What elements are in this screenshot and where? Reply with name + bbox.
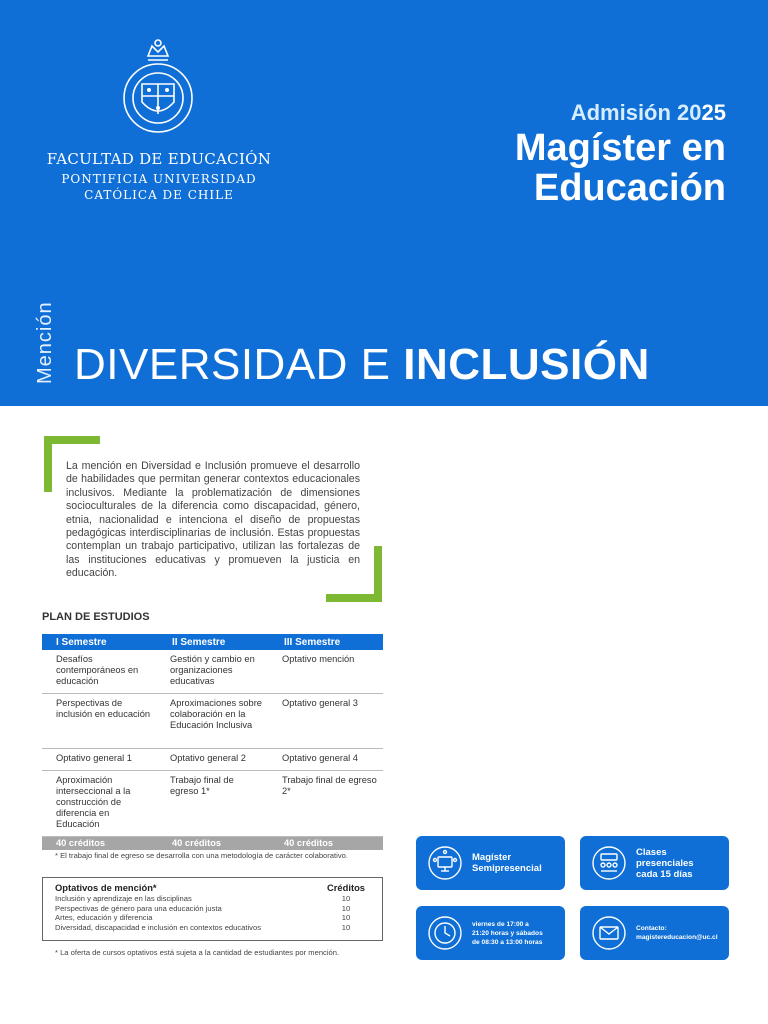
credits-row (42, 837, 383, 851)
modality-line-2: Semipresencial (472, 863, 542, 874)
mention-title-light: DIVERSIDAD E (74, 340, 404, 389)
list-item (55, 923, 370, 933)
computer-network-icon (428, 846, 462, 880)
table-row (42, 650, 383, 694)
optativo-credits: 10 (341, 913, 351, 922)
optativos-credits-title: Créditos (326, 882, 366, 893)
optativos-note: * La oferta de cursos optativos está sujeta a la cantidad de estudiantes por mención. (55, 948, 340, 957)
study-plan-table (42, 634, 383, 850)
schedule-card (416, 906, 565, 960)
contact-card (580, 906, 729, 960)
list-item (55, 913, 370, 923)
modality-text (472, 852, 542, 874)
admission-label (571, 100, 726, 126)
classes-line-3: cada 15 días (636, 868, 693, 880)
table-cell: Desafíos contemporáneos en educación (42, 650, 158, 694)
admission-text: Admisión 20 (570, 100, 702, 125)
table-cell: Optativo general 1 (42, 749, 158, 771)
table-cell: Optativo mención (270, 650, 383, 694)
contact-text (636, 924, 718, 942)
plan-title: PLAN DE ESTUDIOS (42, 611, 150, 623)
admission-year: 25 (701, 100, 726, 125)
table-header: II Semestre (158, 634, 270, 650)
credits-cell: 40 créditos (270, 837, 383, 851)
schedule-line-3: de 08:30 a 13:00 horas (472, 938, 543, 946)
optativo-name: Artes, educación y diferencia (55, 913, 153, 922)
mention-label: Mención (34, 301, 56, 384)
faculty-line-2: PONTIFICIA UNIVERSIDAD (61, 172, 257, 186)
optativos-box (42, 877, 383, 941)
schedule-line-2: 21:20 horas y sábados (472, 929, 543, 937)
modality-line-1: Magíster (472, 852, 512, 863)
table-cell: Optativo general 2 (158, 749, 270, 771)
optativos-header (55, 882, 370, 893)
table-cell: Trabajo final de egreso 2* (270, 771, 383, 837)
envelope-icon (592, 916, 626, 950)
hero-banner (0, 0, 768, 406)
table-cell: Optativo general 3 (270, 694, 383, 749)
table-row (42, 749, 383, 771)
list-item (55, 894, 370, 904)
contact-label: Contacto: (636, 925, 667, 932)
optativo-credits: 10 (341, 903, 351, 913)
table-cell: Aproximación interseccional a la construcción de diferencia en Educación (42, 771, 158, 837)
table-cell: Gestión y cambio en organizaciones educativas (158, 650, 270, 694)
list-item (55, 904, 370, 914)
credits-cell: 40 créditos (42, 837, 158, 851)
optativo-name: Perspectivas de género para una educación justa (55, 903, 222, 913)
plan-note: * El trabajo final de egreso se desarrolla con una metodología de carácter colaborativo. (55, 851, 348, 860)
table-cell: Trabajo final de egreso 1* (158, 771, 270, 837)
table-row (42, 694, 383, 749)
contact-email[interactable]: magistereducacion@uc.cl (636, 934, 718, 941)
classroom-icon (592, 846, 626, 880)
optativo-credits: 10 (341, 922, 351, 932)
classes-card (580, 836, 729, 890)
classes-line-1: Clases (636, 846, 667, 858)
optativos-title: Optativos de mención* (55, 882, 157, 893)
faculty-line-3: CATÓLICA DE CHILE (84, 188, 234, 202)
table-header: III Semestre (270, 634, 383, 650)
optativo-name: Diversidad, discapacidad e inclusión en contextos educativos (55, 922, 261, 932)
table-row (42, 771, 383, 837)
table-cell: Optativo general 4 (270, 749, 383, 771)
credits-cell: 40 créditos (158, 837, 270, 851)
mention-title-bold: INCLUSIÓN (403, 340, 650, 389)
program-title: Magíster en Educación (514, 127, 726, 209)
schedule-text (472, 920, 543, 947)
faculty-name (44, 150, 274, 202)
mention-title (74, 340, 650, 390)
schedule-line-1: viernes de 17:00 a (472, 920, 529, 928)
intro-paragraph: La mención en Diversidad e Inclusión promueve el desarrollo de habilidades que permitan generar contextos educacionales inclusivos. Mediante la problematización de dimensiones socioculturales de la diferencia como discapacidad, género, etnia, nacionalidad e intenciona el diseño de propuestas pedagógicas interdisciplinarias de inclusión. Estas propuestas contemplan un trabajo participativo, utilizan las fortalezas de las instituciones educativas y promueven la justicia en educación. (66, 460, 360, 580)
classes-text (636, 847, 694, 880)
faculty-line-1: FACULTAD DE EDUCACIÓN (46, 150, 272, 168)
table-cell: Aproximaciones sobre colaboración en la Educación Inclusiva (158, 694, 270, 749)
table-header-row (42, 634, 383, 650)
classes-line-2: presenciales (636, 857, 694, 869)
modality-card (416, 836, 565, 890)
table-cell: Perspectivas de inclusión en educación (42, 694, 158, 749)
table-header: I Semestre (42, 634, 158, 650)
university-seal-icon (118, 38, 198, 142)
clock-icon (428, 916, 462, 950)
optativo-name: Inclusión y aprendizaje en las disciplinas (55, 894, 192, 903)
optativo-credits: 10 (341, 894, 351, 903)
